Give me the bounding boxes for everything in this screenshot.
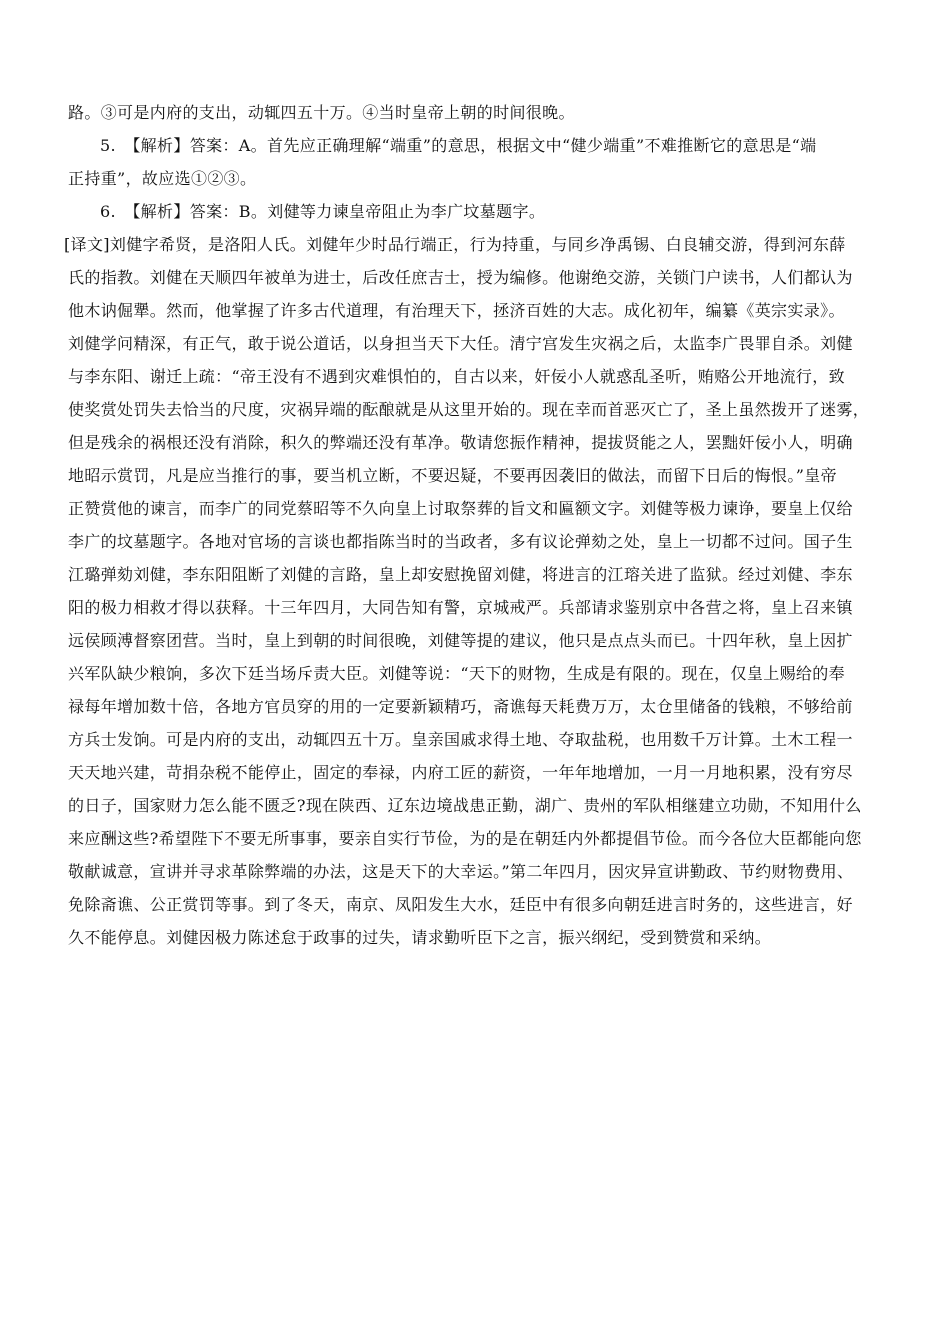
text-line: 的日子，国家财力怎么能不匮乏?现在陕西、辽东边境战患正勤，湖广、贵州的军队相继建立功勋，不知用什么 <box>68 796 862 815</box>
text-line: 他木讷倔犟。然而，他掌握了许多古代道理，有治理天下，拯济百姓的大志。成化初年，编纂《英宗实录》。 <box>68 301 845 320</box>
text-line: 江璐弹劾刘健，李东阳阻断了刘健的言路，皇上却安慰挽留刘健，将进言的江瑢关进了监狱。经过刘健、李东 <box>68 565 853 584</box>
text-line: 方兵士发饷。可是内府的支出，动辄四五十万。皇亲国戚求得土地、夺取盐税，也用数千万计算。土木工程一 <box>68 730 853 749</box>
text-line: 与李东阳、谢迁上疏：“帝王没有不遇到灾难惧怕的，自古以来，奸佞小人就惑乱圣听，贿赂公开地流行，致 <box>68 367 845 386</box>
text-line: 正持重”，故应选①②③。 <box>68 169 257 188</box>
text-line: 天天地兴建，苛捐杂税不能停止，固定的奉禄，内府工匠的薪资，一年年地增加，一月一月地积累，没有穷尽 <box>68 763 853 782</box>
text-line: 久不能停息。刘健因极力陈述怠于政事的过失，请求勤听臣下之言，振兴纲纪，受到赞赏和采纳。 <box>68 928 772 947</box>
text-line: 李广的坟墓题字。各地对官场的言谈也都指陈当时的当政者，多有议论弹劾之处，皇上一切都不过问。国子生 <box>68 532 853 551</box>
document-body <box>64 96 888 954</box>
text-line: 免除斋谯、公正赏罚等事。到了冬天，南京、凤阳发生大水，廷臣中有很多向朝廷进言时务的，这些进言，好 <box>68 895 853 914</box>
text-line: 来应酬这些?希望陛下不要无所事事，要亲自实行节俭，为的是在朝廷内外都提倡节俭。而今各位大臣都能向您 <box>68 829 862 848</box>
answer-6-line: 6. 【解析】答案：B。刘健等力谏皇帝阻止为李广坟墓题字。 <box>100 202 546 221</box>
text-line: 氏的指教。刘健在天顺四年被单为进士，后改任庶吉士，授为编修。他谢绝交游，关锁门户读书，人们都认为 <box>68 268 853 287</box>
text-line: 地昭示赏罚，凡是应当推行的事，要当机立断，不要迟疑，不要再因袭旧的做法，而留下日后的悔恨。”皇帝 <box>68 466 837 485</box>
text-line: 正赞赏他的谏言，而李广的同党蔡昭等不久向皇上讨取祭葬的旨文和匾额文字。刘健等极力谏诤，要皇上仅给 <box>68 499 853 518</box>
text-line: 路。③可是内府的支出，动辄四五十万。④当时皇帝上朝的时间很晚。 <box>68 103 575 122</box>
text-line: 远侯顾溥督察团营。当时，皇上到朝的时间很晚，刘健等提的建议，他只是点点头而已。十四年秋，皇上因扩 <box>68 631 853 650</box>
text-line: 刘健学问精深，有正气，敢于说公道话，以身担当天下大任。清宁宫发生灾祸之后，太监李广畏罪自杀。刘健 <box>68 334 853 353</box>
translation-start-line: [译文]刘健字希贤，是洛阳人氏。刘健年少时品行端正，行为持重，与同乡净禹锡、白良辅交游，得到河东薛 <box>64 235 846 254</box>
text-line: 但是残余的祸根还没有消除，积久的弊端还没有革净。敬请您振作精神，提拔贤能之人，罢黜奸佞小人，明确 <box>68 433 853 452</box>
text-line: 阳的极力相救才得以获释。十三年四月，大同告知有警，京城戒严。兵部请求鉴别京中各营之将，皇上召来镇 <box>68 598 853 617</box>
answer-5-line: 5. 【解析】答案：A。首先应正确理解“端重”的意思，根据文中“健少端重”不难推断它的意思是“端 <box>100 136 817 155</box>
text-line: 兴军队缺少粮饷，多次下廷当场斥责大臣。刘健等说：“天下的财物，生成是有限的。现在，仅皇上赐给的奉 <box>68 664 845 683</box>
text-line: 敬献诚意，宣讲并寻求革除弊端的办法，这是天下的大幸运。”第二年四月，因灾异宣讲勤政、节约财物费用、 <box>68 862 854 881</box>
text-line: 禄每年增加数十倍，各地方官员穿的用的一定要新颖精巧，斋谯每天耗费万万，太仓里储备的钱粮，不够给前 <box>68 697 853 716</box>
text-line: 使奖赏处罚失去恰当的尺度，灾祸异端的酝酿就是从这里开始的。现在幸而首恶灭亡了，圣上虽然拨开了迷雾， <box>68 400 870 419</box>
